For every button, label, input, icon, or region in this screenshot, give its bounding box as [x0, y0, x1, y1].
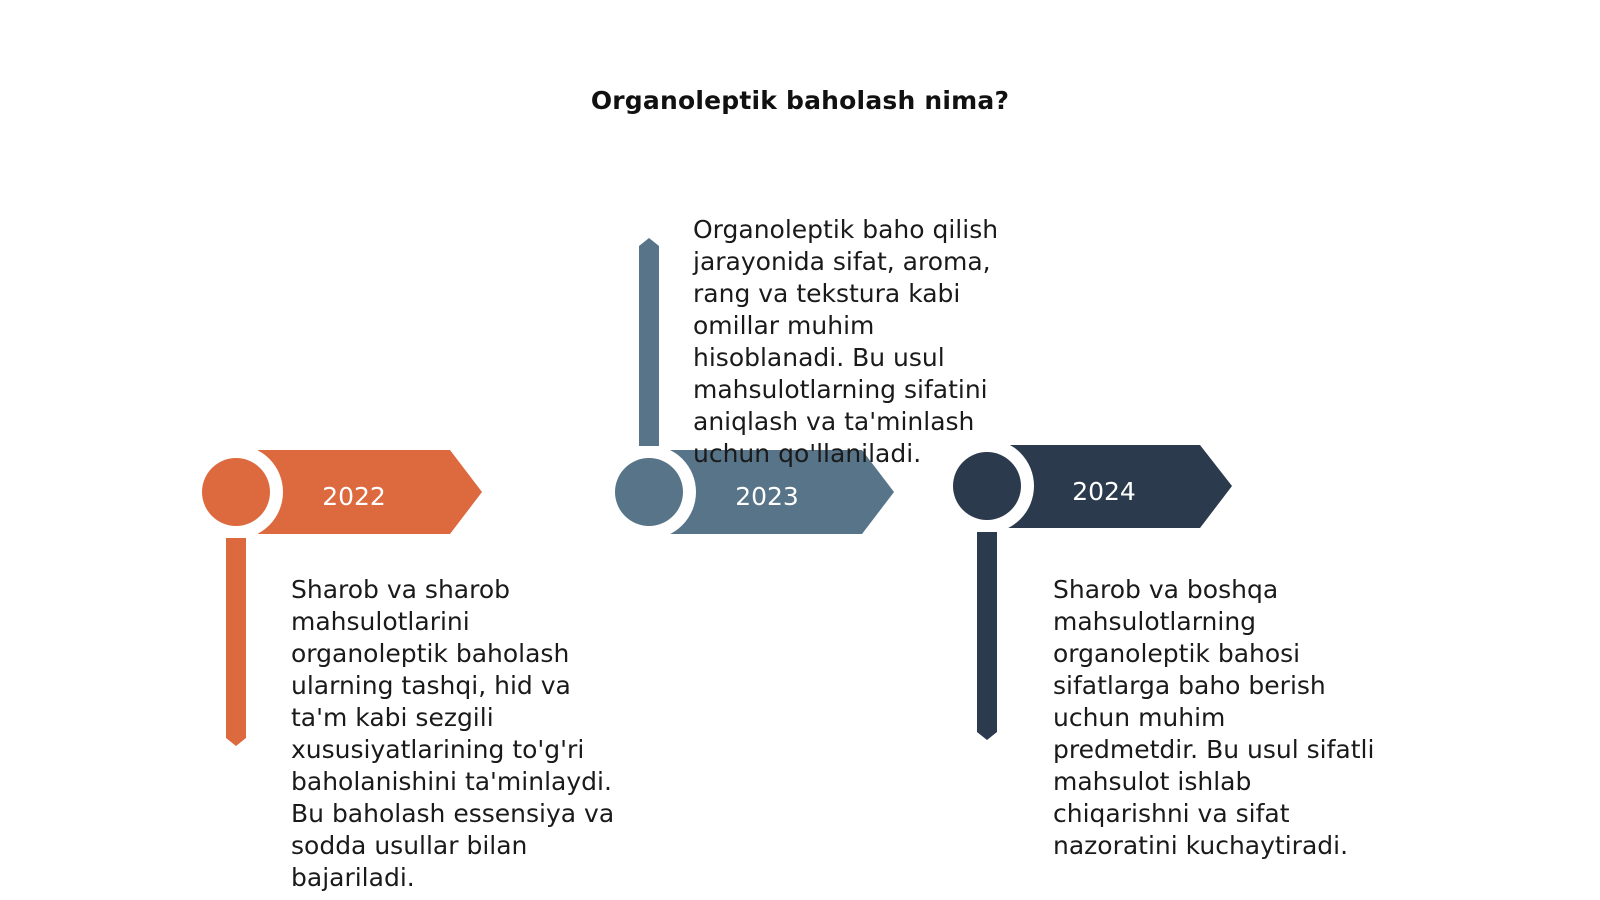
milestone-dot-2023: [615, 458, 683, 526]
timeline-stem-2022: [226, 538, 246, 746]
milestone-description-2022: Sharob va sharob mahsulotlarini organoleptik baholash ularning tashqi, hid va ta'm kabi sezgili xususiyatlarining to'g'ri baholanishini ta'minlaydi. Bu baholash essensiya va sodda usullar bilan bajariladi.: [291, 575, 615, 892]
page-title: Organoleptik baholash nima?: [590, 86, 1010, 115]
timeline-stem-2024: [977, 532, 997, 740]
year-label-2022: 2022: [322, 482, 386, 511]
year-label-2023: 2023: [735, 482, 799, 511]
timeline-stem-2023: [639, 238, 659, 446]
milestone-description-2024: Sharob va boshqa mahsulotlarning organoleptik bahosi sifatlarga baho berish uchun muhim predmetdir. Bu usul sifatli mahsulot ishlab chiqarishni va sifat nazoratini kuchaytiradi.: [1053, 575, 1375, 860]
milestone-dot-2022: [202, 458, 270, 526]
milestone-description-2023: Organoleptik baho qilish jarayonida sifat, aroma, rang va tekstura kabi omillar muhim hisoblanadi. Bu usul mahsulotlarning sifatini aniqlash va ta'minlash uchun qo'llaniladi.: [693, 215, 999, 468]
year-label-2024: 2024: [1072, 477, 1136, 506]
